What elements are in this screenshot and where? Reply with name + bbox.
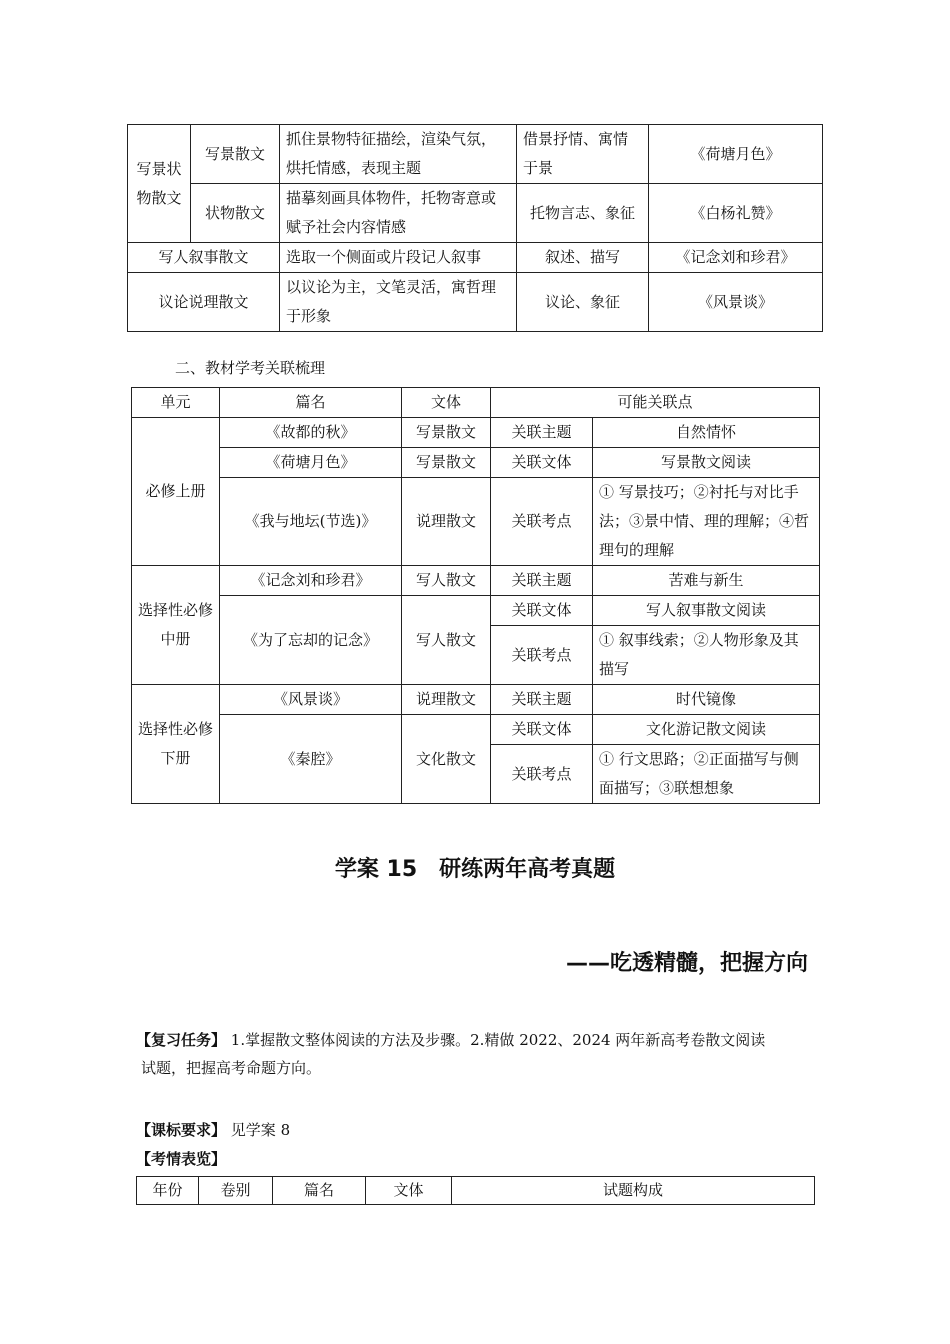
cell-genre: 写景散文 bbox=[402, 448, 491, 478]
textbook-link-table bbox=[131, 387, 820, 804]
header-genre: 文体 bbox=[366, 1177, 452, 1205]
header-link-point: 可能关联点 bbox=[491, 388, 820, 418]
review-task bbox=[136, 1026, 816, 1082]
review-label: 【复习任务】 bbox=[136, 1031, 227, 1049]
cell-title: 《为了忘却的记念》 bbox=[220, 596, 402, 685]
cell-example: 《白杨礼赞》 bbox=[649, 184, 823, 243]
review-text: 1.掌握散文整体阅读的方法及步骤。2.精做 2022、2024 两年新高考卷散文阅读 bbox=[230, 1031, 766, 1049]
cell-genre: 文化散文 bbox=[402, 715, 491, 804]
cell-feature: 以议论为主，文笔灵活，寓哲理于形象 bbox=[280, 273, 517, 332]
cell-subtype: 写景散文 bbox=[191, 125, 280, 184]
cell-type: 关联文体 bbox=[491, 448, 593, 478]
cell-title: 《秦腔》 bbox=[220, 715, 402, 804]
page-subtitle: ——吃透精髓，把握方向 bbox=[565, 951, 808, 976]
header-unit: 单元 bbox=[132, 388, 220, 418]
header-genre: 文体 bbox=[402, 388, 491, 418]
cell-title: 《荷塘月色》 bbox=[220, 448, 402, 478]
cell-point: 苦难与新生 bbox=[593, 566, 820, 596]
cell-genre: 写人散文 bbox=[402, 566, 491, 596]
cell-technique: 托物言志、象征 bbox=[517, 184, 649, 243]
cell-title: 《我与地坛(节选)》 bbox=[220, 478, 402, 566]
cell-point: ① 行文思路；②正面描写与侧面描写；③联想想象 bbox=[593, 745, 820, 804]
standard-text: 见学案 8 bbox=[230, 1121, 291, 1139]
cell-genre: 写人散文 bbox=[402, 596, 491, 685]
cell-category: 议论说理散文 bbox=[128, 273, 280, 332]
cell-genre: 说理散文 bbox=[402, 685, 491, 715]
cell-point: ① 叙事线索；②人物形象及其描写 bbox=[593, 626, 820, 685]
cell-title: 《记念刘和珍君》 bbox=[220, 566, 402, 596]
overview-label: 【考情表览】 bbox=[136, 1150, 227, 1168]
cell-technique: 议论、象征 bbox=[517, 273, 649, 332]
exam-overview bbox=[136, 1145, 816, 1173]
page-title: 学案 15 研练两年高考真题 bbox=[334, 857, 616, 882]
cell-type: 关联主题 bbox=[491, 685, 593, 715]
prose-types-table bbox=[127, 124, 823, 332]
standard-label: 【课标要求】 bbox=[136, 1121, 227, 1139]
cell-type: 关联考点 bbox=[491, 745, 593, 804]
cell-category: 写人叙事散文 bbox=[128, 243, 280, 273]
cell-unit: 选择性必修下册 bbox=[132, 685, 220, 804]
cell-unit: 必修上册 bbox=[132, 418, 220, 566]
cell-feature: 选取一个侧面或片段记人叙事 bbox=[280, 243, 517, 273]
cell-point: 文化游记散文阅读 bbox=[593, 715, 820, 745]
cell-type: 关联考点 bbox=[491, 626, 593, 685]
review-text-cont: 试题，把握高考命题方向。 bbox=[141, 1059, 322, 1077]
header-paper: 卷别 bbox=[199, 1177, 273, 1205]
cell-point: ① 写景技巧；②衬托与对比手法；③景中情、理的理解；④哲理句的理解 bbox=[593, 478, 820, 566]
cell-type: 关联主题 bbox=[491, 418, 593, 448]
cell-unit: 选择性必修中册 bbox=[132, 566, 220, 685]
cell-point: 自然情怀 bbox=[593, 418, 820, 448]
curriculum-standard bbox=[136, 1116, 816, 1144]
cell-type: 关联考点 bbox=[491, 478, 593, 566]
cell-example: 《记念刘和珍君》 bbox=[649, 243, 823, 273]
header-composition: 试题构成 bbox=[452, 1177, 815, 1205]
cell-feature: 描摹刻画具体物件，托物寄意或赋予社会内容情感 bbox=[280, 184, 517, 243]
cell-subtype: 状物散文 bbox=[191, 184, 280, 243]
cell-title: 《故都的秋》 bbox=[220, 418, 402, 448]
header-year: 年份 bbox=[137, 1177, 199, 1205]
header-title: 篇名 bbox=[273, 1177, 366, 1205]
cell-point: 写景散文阅读 bbox=[593, 448, 820, 478]
cell-technique: 借景抒情、寓情于景 bbox=[517, 125, 649, 184]
cell-type: 关联文体 bbox=[491, 596, 593, 626]
section-heading: 二、教材学考关联梳理 bbox=[175, 359, 326, 377]
cell-example: 《风景谈》 bbox=[649, 273, 823, 332]
exam-table bbox=[136, 1176, 815, 1205]
cell-title: 《风景谈》 bbox=[220, 685, 402, 715]
cell-point: 写人叙事散文阅读 bbox=[593, 596, 820, 626]
cell-category: 写景状物散文 bbox=[128, 125, 191, 243]
cell-point: 时代镜像 bbox=[593, 685, 820, 715]
cell-feature: 抓住景物特征描绘，渲染气氛，烘托情感，表现主题 bbox=[280, 125, 517, 184]
cell-technique: 叙述、描写 bbox=[517, 243, 649, 273]
cell-example: 《荷塘月色》 bbox=[649, 125, 823, 184]
header-title: 篇名 bbox=[220, 388, 402, 418]
cell-type: 关联文体 bbox=[491, 715, 593, 745]
cell-type: 关联主题 bbox=[491, 566, 593, 596]
cell-genre: 写景散文 bbox=[402, 418, 491, 448]
cell-genre: 说理散文 bbox=[402, 478, 491, 566]
